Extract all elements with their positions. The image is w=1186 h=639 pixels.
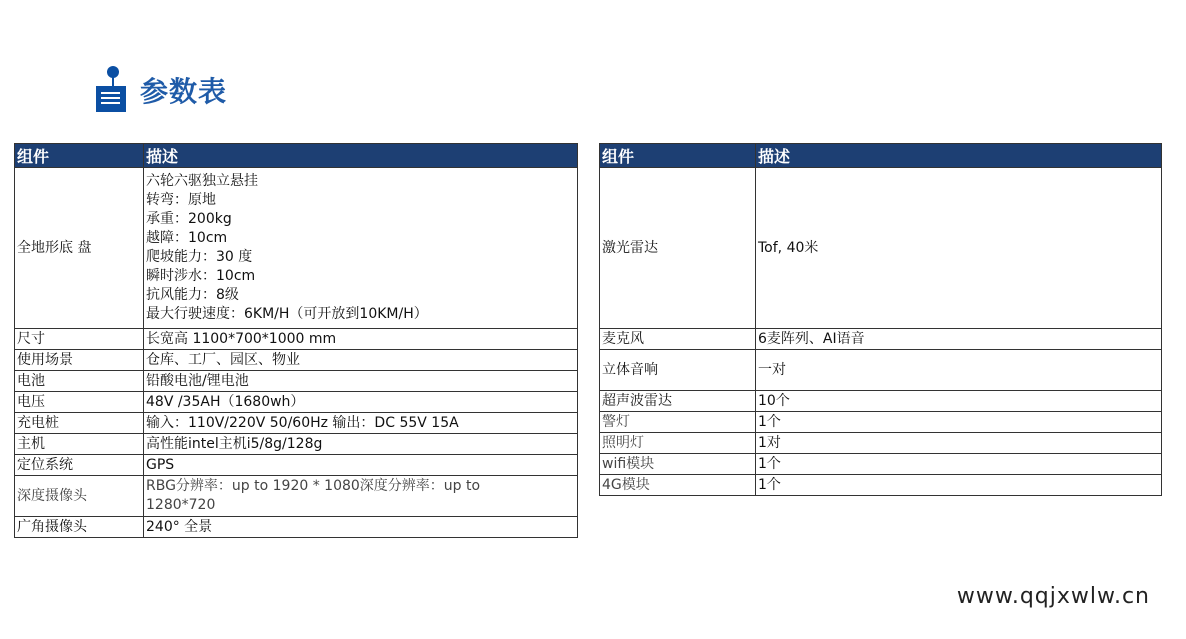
- title-area: [96, 66, 227, 114]
- component-cell: 麦克风: [600, 329, 756, 350]
- right-spec-table: [599, 143, 1162, 496]
- description-cell: 6麦阵列、AI语音: [756, 329, 1162, 350]
- component-cell: 激光雷达: [600, 168, 756, 329]
- header-component: 组件: [600, 144, 756, 168]
- component-cell: 4G模块: [600, 475, 756, 496]
- description-cell: 1个: [756, 454, 1162, 475]
- description-cell: 1个: [756, 475, 1162, 496]
- left-spec-table: [14, 143, 578, 538]
- table-row: [600, 350, 1162, 391]
- description-cell: 一对: [756, 350, 1162, 391]
- header-description: 描述: [144, 144, 578, 168]
- table-row: [15, 168, 578, 329]
- table-row: [15, 413, 578, 434]
- component-cell: 定位系统: [15, 455, 144, 476]
- description-cell: 输入：110V/220V 50/60Hz 输出：DC 55V 15A: [144, 413, 578, 434]
- description-cell: RBG分辨率：up to 1920 * 1080深度分辨率：up to 1280*720: [144, 476, 578, 517]
- table-row: [600, 475, 1162, 496]
- component-cell: 主机: [15, 434, 144, 455]
- description-cell: 10个: [756, 391, 1162, 412]
- table-row: [600, 329, 1162, 350]
- table-row: [600, 168, 1162, 329]
- header-row: [15, 144, 578, 168]
- component-cell: 深度摄像头: [15, 476, 144, 517]
- table-row: [600, 454, 1162, 475]
- header-row: [600, 144, 1162, 168]
- header-description: 描述: [756, 144, 1162, 168]
- description-cell: Tof, 40米: [756, 168, 1162, 329]
- component-cell: 广角摄像头: [15, 517, 144, 538]
- component-cell: 立体音响: [600, 350, 756, 391]
- table-row: [600, 412, 1162, 433]
- component-cell: 全地形底 盘: [15, 168, 144, 329]
- component-cell: 尺寸: [15, 329, 144, 350]
- component-cell: 电池: [15, 371, 144, 392]
- page-title: 参数表: [140, 75, 228, 108]
- table-row: [600, 391, 1162, 412]
- table-row: [15, 350, 578, 371]
- table-row: [15, 329, 578, 350]
- component-cell: 充电桩: [15, 413, 144, 434]
- component-cell: 使用场景: [15, 350, 144, 371]
- logo-icon: [96, 66, 130, 114]
- description-cell: 高性能intel主机i5/8g/128g: [144, 434, 578, 455]
- description-cell: GPS: [144, 455, 578, 476]
- table-row: [15, 517, 578, 538]
- table-row: [15, 455, 578, 476]
- description-cell: 1个: [756, 412, 1162, 433]
- table-row: [15, 371, 578, 392]
- description-cell: 仓库、工厂、园区、物业: [144, 350, 578, 371]
- table-row: [15, 434, 578, 455]
- component-cell: 超声波雷达: [600, 391, 756, 412]
- description-cell: 六轮六驱独立悬挂 转弯：原地 承重：200kg 越障：10cm 爬坡能力：30 度 瞬时涉水：10cm 抗风能力：8级 最大行驶速度：6KM/H（可开放到10KM/H）: [144, 168, 578, 329]
- description-cell: 48V /35AH（1680wh）: [144, 392, 578, 413]
- description-cell: 240° 全景: [144, 517, 578, 538]
- table-row: [600, 433, 1162, 454]
- table-row: [15, 476, 578, 517]
- component-cell: 电压: [15, 392, 144, 413]
- description-cell: 长宽高 1100*700*1000 mm: [144, 329, 578, 350]
- watermark-url: www.qqjxwlw.cn: [956, 584, 1150, 609]
- component-cell: 照明灯: [600, 433, 756, 454]
- component-cell: wifi模块: [600, 454, 756, 475]
- component-cell: 警灯: [600, 412, 756, 433]
- table-row: [15, 392, 578, 413]
- description-cell: 1对: [756, 433, 1162, 454]
- header-component: 组件: [15, 144, 144, 168]
- description-cell: 铅酸电池/锂电池: [144, 371, 578, 392]
